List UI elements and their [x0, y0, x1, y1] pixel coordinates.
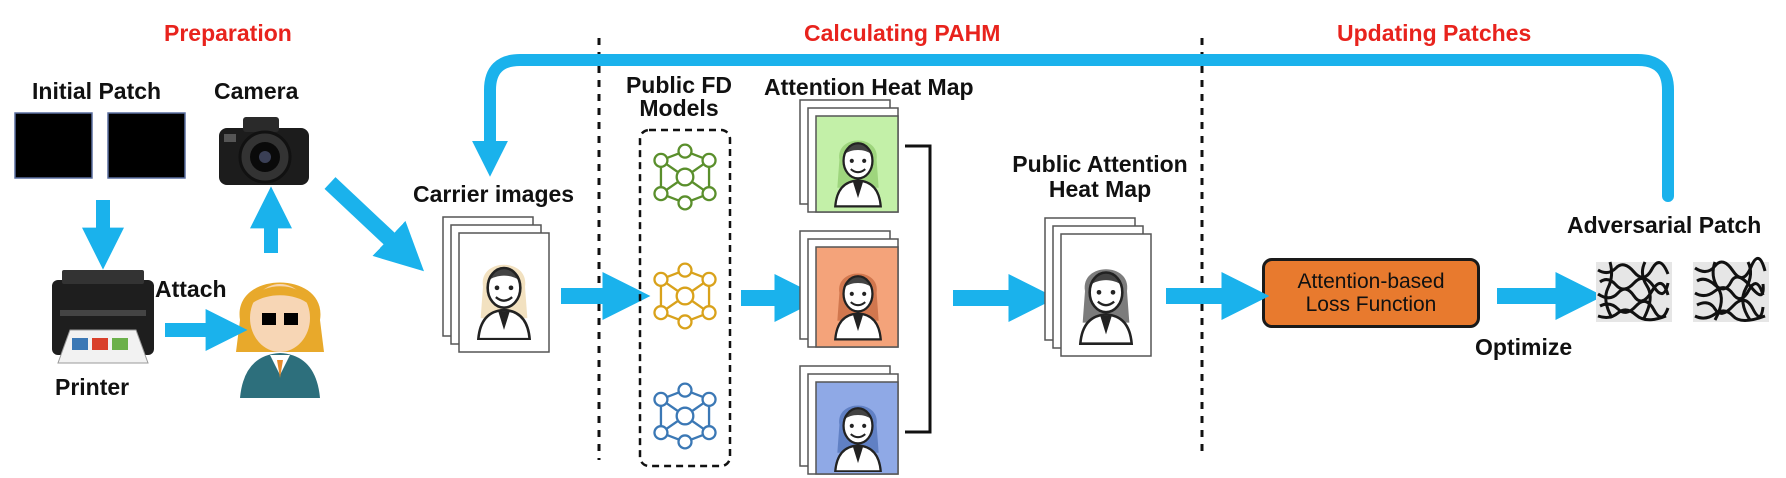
heat-map-green	[800, 100, 898, 212]
aggregation-bracket	[905, 146, 930, 432]
initial-patch-right	[108, 113, 185, 178]
carrier-images-stack	[443, 217, 549, 352]
network-icon-yellow	[654, 264, 715, 329]
loss-line1: Attention-based	[1297, 270, 1445, 293]
feedback-arrow	[490, 60, 1668, 196]
network-icon-green	[654, 145, 715, 210]
section-calculating-pahm: Calculating PAHM	[804, 20, 1001, 46]
adversarial-patch-label: Adversarial Patch	[1567, 212, 1762, 238]
initial-patch-label: Initial Patch	[32, 78, 162, 104]
face-icon	[478, 265, 529, 339]
printer-icon	[52, 270, 154, 363]
section-updating-patches: Updating Patches	[1337, 20, 1532, 46]
attach-label: Attach	[155, 276, 227, 302]
noise-patch-icon-right	[1693, 258, 1769, 322]
section-preparation: Preparation	[164, 20, 292, 46]
optimize-label: Optimize	[1475, 334, 1573, 360]
public-ahm-line1: Public Attention	[1012, 151, 1188, 177]
initial-patch-left	[15, 113, 92, 178]
printer-label: Printer	[55, 374, 130, 400]
arrow-camera-to-carrier	[330, 183, 396, 245]
loss-line2: Loss Function	[1305, 293, 1437, 316]
heat-map-orange	[800, 231, 898, 347]
carrier-images-label: Carrier images	[413, 181, 575, 207]
person-icon	[236, 283, 324, 399]
public-fd-line1: Public FD	[625, 72, 733, 98]
public-heat-map-stack	[1045, 218, 1151, 356]
camera-label: Camera	[214, 78, 299, 104]
attention-heat-map-label: Attention Heat Map	[764, 74, 974, 100]
network-icon-blue	[654, 384, 715, 449]
public-ahm-line2: Heat Map	[1048, 176, 1152, 202]
noise-patch-icon-left	[1596, 262, 1672, 322]
camera-icon	[219, 117, 309, 185]
heat-map-blue	[800, 366, 898, 474]
public-fd-line2: Models	[639, 95, 719, 121]
